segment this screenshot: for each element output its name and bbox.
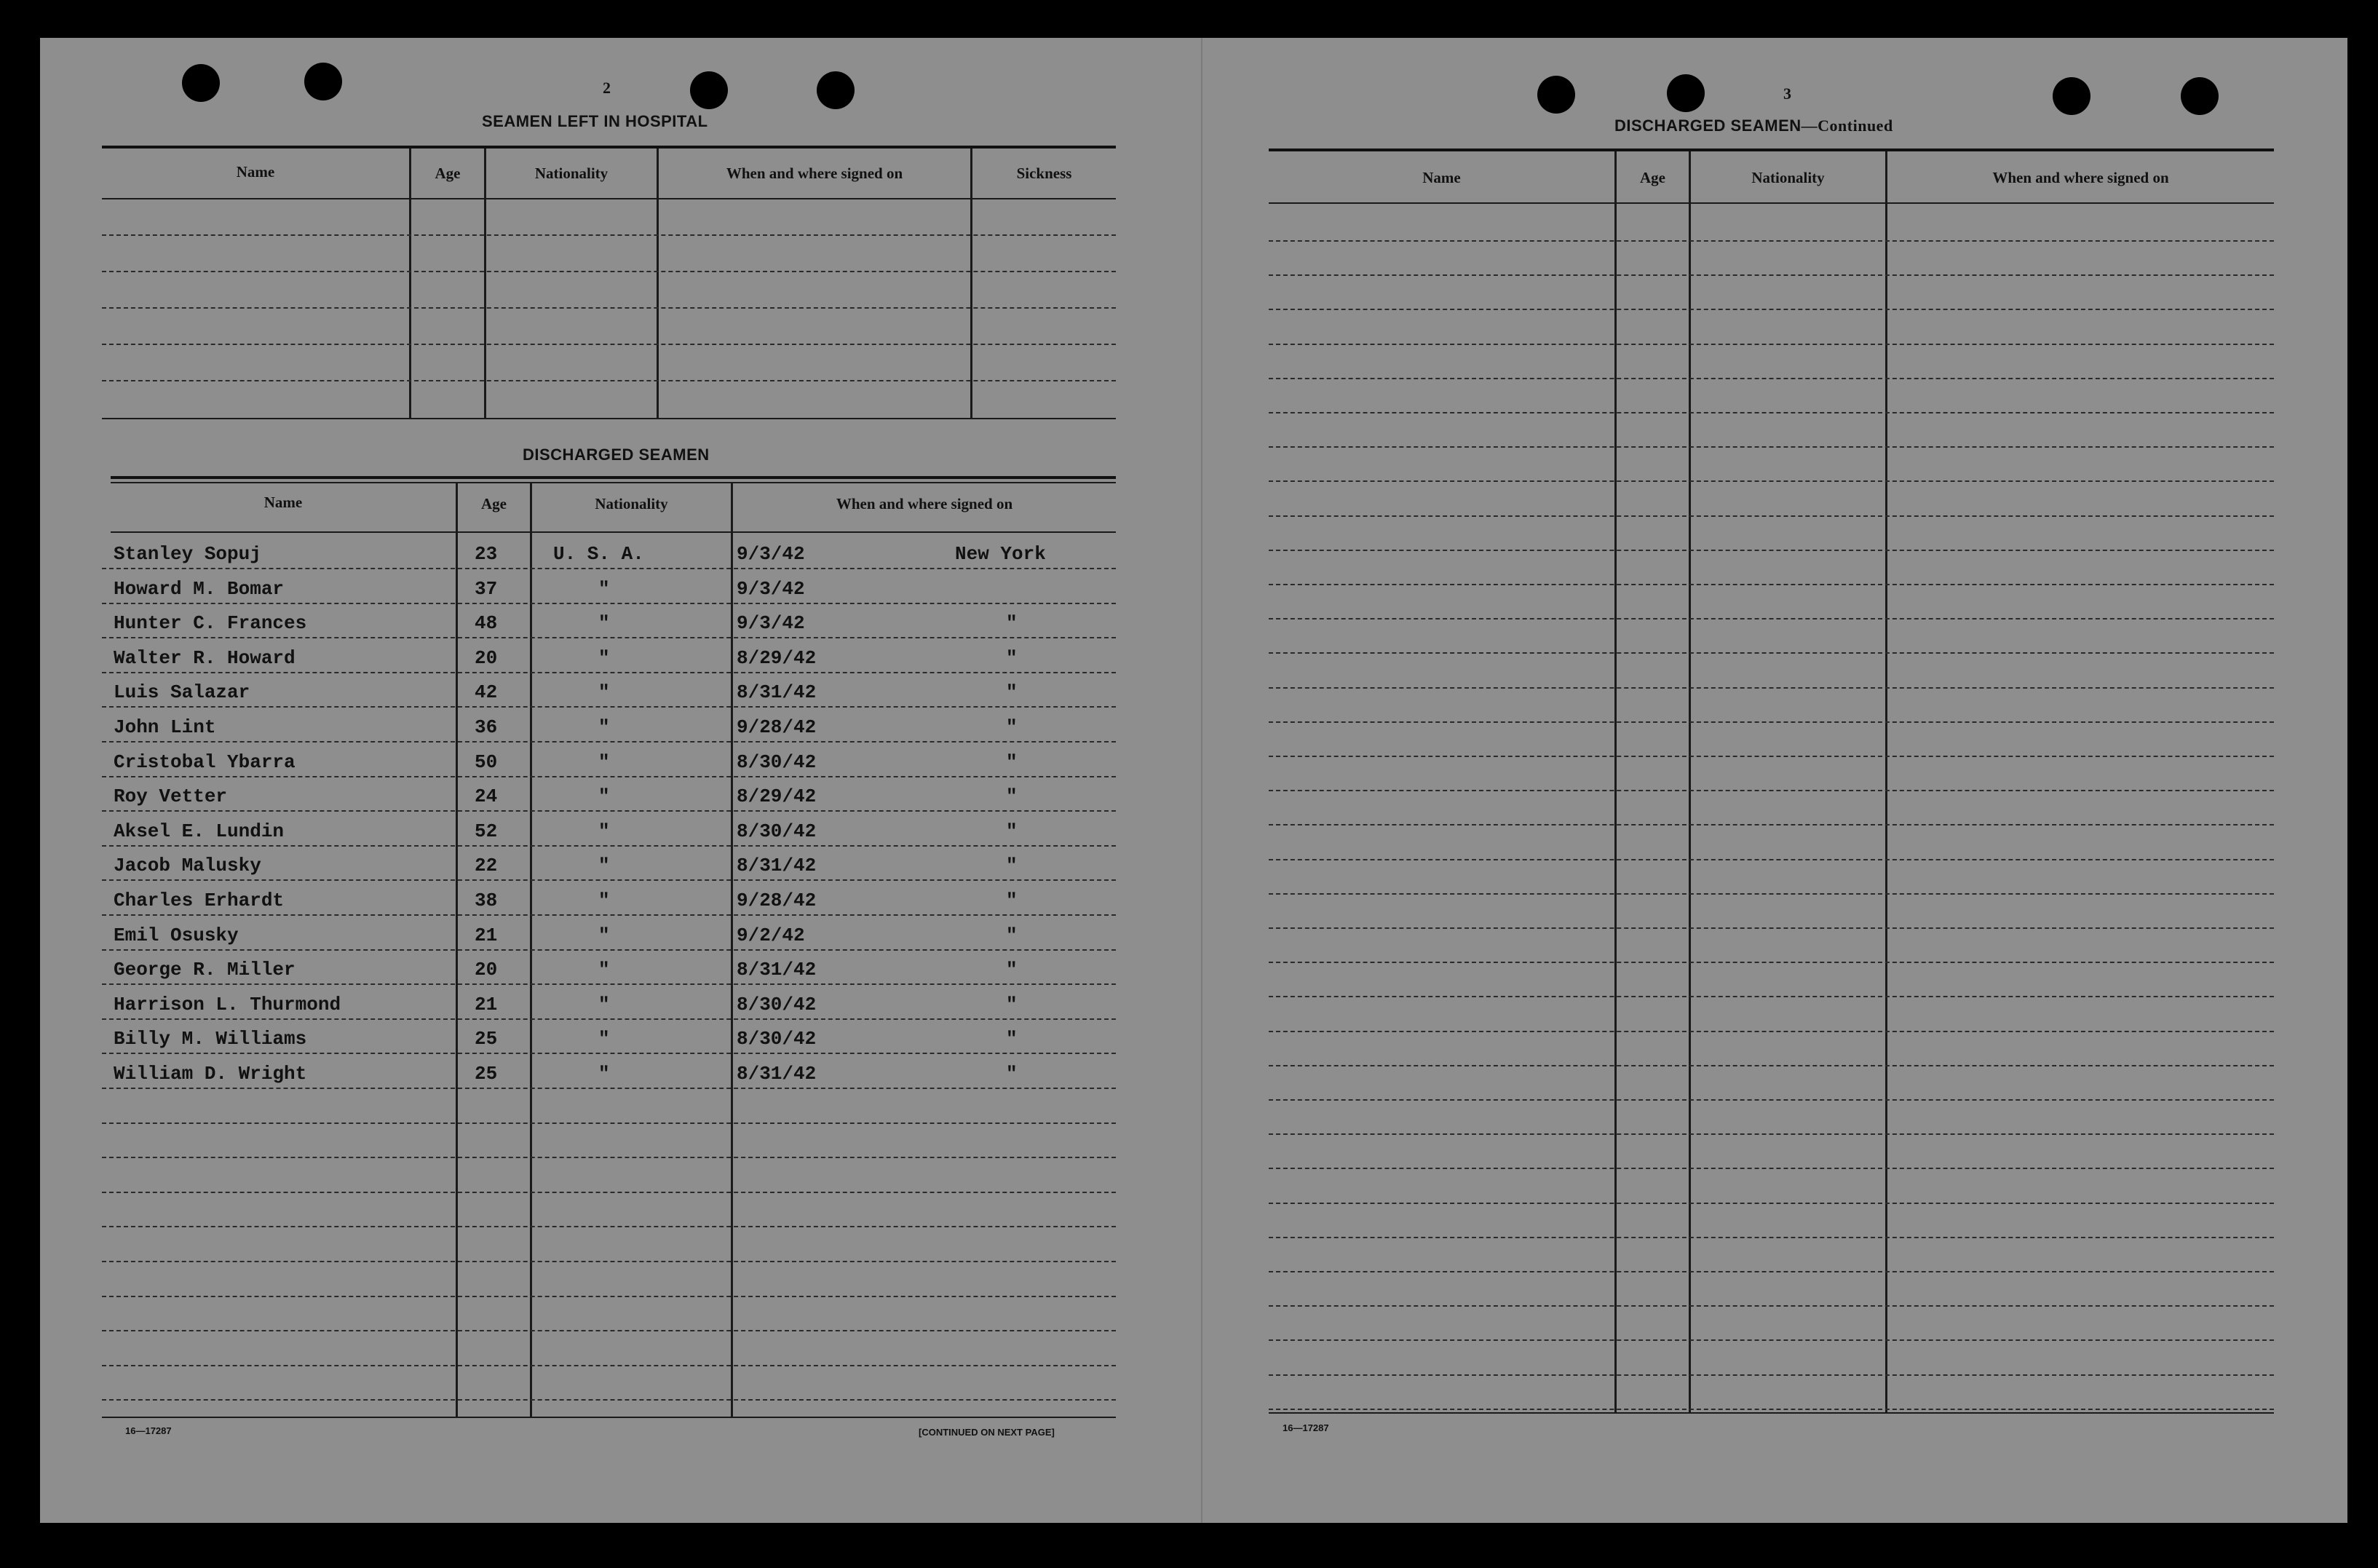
cell-nationality: " [598, 924, 610, 946]
cell-place: " [1006, 924, 1018, 946]
cell-date: 9/28/42 [737, 890, 817, 911]
cell-place: " [1006, 716, 1018, 738]
section-title-main: DISCHARGED SEAMEN [1614, 116, 1802, 135]
col-header-signed-on: When and where signed on [1992, 169, 2169, 186]
cell-name: Stanley Sopuj [114, 543, 261, 565]
row-rule [1269, 1168, 2274, 1169]
column-divider [484, 149, 486, 418]
cell-age: 38 [475, 890, 498, 911]
punch-hole [304, 63, 342, 100]
cell-name: Luis Salazar [114, 681, 250, 704]
table-rule [102, 146, 1116, 149]
column-divider [530, 483, 532, 1418]
row-rule [1269, 550, 2274, 551]
cell-date: 9/2/42 [737, 924, 805, 946]
cell-name: Aksel E. Lundin [114, 820, 285, 842]
row-rule [102, 1296, 1116, 1297]
punch-hole [2181, 77, 2219, 115]
row-rule [1269, 446, 2274, 448]
cell-age: 20 [475, 959, 498, 981]
row-rule [102, 637, 1116, 638]
cell-date: 8/31/42 [737, 959, 817, 981]
cell-date: 8/31/42 [737, 855, 817, 877]
table-rule [102, 198, 1116, 199]
cell-name: Jacob Malusky [114, 855, 261, 877]
cell-date: 8/30/42 [737, 820, 817, 842]
row-rule [102, 949, 1116, 951]
cell-date: 8/31/42 [737, 681, 817, 704]
column-divider [409, 149, 411, 418]
row-rule [102, 568, 1116, 569]
cell-place: " [1006, 890, 1018, 911]
row-rule [1269, 1065, 2274, 1066]
cell-age: 36 [475, 716, 498, 738]
row-rule [1269, 962, 2274, 963]
punch-hole [1667, 74, 1705, 112]
cell-place: " [1006, 959, 1018, 981]
column-divider [1689, 151, 1691, 1412]
punch-hole [2053, 77, 2090, 115]
page-number: 2 [603, 79, 611, 97]
row-rule [1269, 1203, 2274, 1204]
row-rule [102, 672, 1116, 673]
row-rule [1269, 859, 2274, 860]
row-rule [102, 1018, 1116, 1020]
col-header-sickness: Sickness [1016, 165, 1072, 182]
row-rule [1269, 1374, 2274, 1376]
cell-age: 52 [475, 820, 498, 842]
row-rule [102, 810, 1116, 812]
cell-age: 48 [475, 612, 498, 635]
document-sheet [40, 38, 2347, 1523]
cell-name: Walter R. Howard [114, 646, 296, 669]
col-header-age: Age [1640, 169, 1665, 186]
col-header-age: Age [481, 495, 507, 512]
cell-nationality: " [598, 751, 610, 773]
punch-hole [690, 71, 728, 109]
cell-date: 8/30/42 [737, 1028, 817, 1050]
col-header-nationality: Nationality [595, 495, 668, 512]
cell-place: " [1006, 785, 1018, 808]
continued-note: [CONTINUED ON NEXT PAGE] [919, 1427, 1055, 1438]
row-rule [102, 1365, 1116, 1366]
row-rule [102, 1261, 1116, 1262]
cell-nationality: " [598, 612, 610, 635]
form-number: 16—17287 [1283, 1422, 1329, 1433]
page-number: 3 [1783, 84, 1791, 103]
row-rule [102, 776, 1116, 777]
cell-place: " [1006, 751, 1018, 773]
row-rule [1269, 480, 2274, 482]
cell-place: " [1006, 820, 1018, 842]
cell-date: 8/30/42 [737, 751, 817, 773]
row-rule [1269, 1271, 2274, 1272]
row-rule [1269, 274, 2274, 276]
cell-place: " [1006, 993, 1018, 1015]
row-rule [1269, 240, 2274, 242]
table-rule [111, 482, 1116, 483]
hospital-section-title: SEAMEN LEFT IN HOSPITAL [482, 112, 708, 130]
row-rule [1269, 1409, 2274, 1410]
cell-nationality: " [598, 959, 610, 981]
form-number: 16—17287 [125, 1425, 172, 1436]
cell-nationality: " [598, 890, 610, 911]
row-rule [102, 741, 1116, 743]
cell-name: Cristobal Ybarra [114, 751, 296, 773]
cell-nationality: " [598, 646, 610, 669]
col-header-name: Name [236, 163, 275, 181]
cell-age: 20 [475, 646, 498, 669]
section-title-suffix: —Continued [1801, 116, 1893, 135]
cell-nationality: " [598, 681, 610, 704]
column-divider [456, 483, 458, 1418]
section-title [1614, 116, 1893, 135]
cell-name: Roy Vetter [114, 785, 228, 808]
cell-name: Howard M. Bomar [114, 577, 285, 600]
table-rule [102, 418, 1116, 419]
row-rule [102, 879, 1116, 881]
cell-age: 23 [475, 543, 498, 565]
table-rule [111, 531, 1116, 533]
discharged-section-title: DISCHARGED SEAMEN [523, 446, 710, 464]
row-rule [1269, 652, 2274, 654]
row-rule [102, 380, 1116, 381]
row-rule [102, 234, 1116, 236]
cell-age: 21 [475, 993, 498, 1015]
cell-age: 50 [475, 751, 498, 773]
cell-name: Hunter C. Frances [114, 612, 307, 635]
row-rule [1269, 1339, 2274, 1341]
row-rule [1269, 687, 2274, 689]
row-rule [1269, 996, 2274, 997]
row-rule [1269, 721, 2274, 723]
row-rule [1269, 584, 2274, 585]
cell-nationality: " [598, 785, 610, 808]
cell-date: 8/29/42 [737, 646, 817, 669]
cell-age: 24 [475, 785, 498, 808]
cell-date: 8/31/42 [737, 1063, 817, 1085]
cell-name: Billy M. Williams [114, 1028, 307, 1050]
col-header-name: Name [263, 494, 303, 511]
row-rule [1269, 1237, 2274, 1238]
cell-date: 9/3/42 [737, 543, 805, 565]
cell-place: " [1006, 1063, 1018, 1085]
cell-nationality: " [598, 577, 610, 600]
row-rule [1269, 927, 2274, 929]
row-rule [1269, 412, 2274, 413]
col-header-signed-on: When and where signed on [836, 495, 1013, 512]
row-rule [1269, 824, 2274, 825]
row-rule [1269, 1133, 2274, 1135]
row-rule [1269, 515, 2274, 517]
cell-name: Harrison L. Thurmond [114, 993, 341, 1015]
cell-name: Emil Osusky [114, 924, 239, 946]
cell-age: 37 [475, 577, 498, 600]
col-header-nationality: Nationality [534, 165, 609, 182]
cell-date: 8/29/42 [737, 785, 817, 808]
cell-name: Charles Erhardt [114, 890, 285, 911]
cell-age: 21 [475, 924, 498, 946]
row-rule [102, 271, 1116, 272]
row-rule [1269, 1305, 2274, 1307]
row-rule [102, 1330, 1116, 1331]
row-rule [1269, 756, 2274, 757]
col-header-name: Name [1422, 169, 1461, 186]
row-rule [1269, 1031, 2274, 1032]
row-rule [1269, 378, 2274, 379]
col-header-nationality: Nationality [1751, 169, 1825, 186]
table-rule [1269, 149, 2274, 151]
cell-age: 22 [475, 855, 498, 877]
cell-place: " [1006, 855, 1018, 877]
cell-place: New York [955, 543, 1046, 565]
cell-nationality: U. S. A. [553, 543, 644, 565]
cell-nationality: " [598, 716, 610, 738]
col-header-signed-on: When and where signed on [726, 165, 903, 182]
table-rule [1269, 202, 2274, 204]
cell-nationality: " [598, 993, 610, 1015]
row-rule [1269, 893, 2274, 895]
cell-place: " [1006, 1028, 1018, 1050]
row-rule [102, 706, 1116, 708]
cell-date: 8/30/42 [737, 993, 817, 1015]
column-divider [731, 483, 733, 1418]
cell-nationality: " [598, 855, 610, 877]
column-divider [1614, 151, 1617, 1412]
row-rule [1269, 344, 2274, 345]
row-rule [102, 603, 1116, 604]
row-rule [102, 1122, 1116, 1124]
cell-name: William D. Wright [114, 1063, 307, 1085]
table-rule [1269, 1412, 2274, 1414]
column-divider [657, 149, 659, 418]
table-rule [102, 1417, 1116, 1418]
row-rule [102, 983, 1116, 985]
cell-date: 9/3/42 [737, 612, 805, 635]
row-rule [102, 1226, 1116, 1227]
cell-age: 25 [475, 1063, 498, 1085]
cell-place: " [1006, 612, 1018, 635]
row-rule [102, 1399, 1116, 1401]
column-divider [1885, 151, 1887, 1412]
cell-name: George R. Miller [114, 959, 296, 981]
page-fold [1201, 38, 1202, 1523]
cell-nationality: " [598, 1028, 610, 1050]
cell-name: John Lint [114, 716, 216, 738]
row-rule [102, 1053, 1116, 1054]
table-rule [111, 476, 1116, 479]
punch-hole [817, 71, 855, 109]
punch-hole [1537, 76, 1575, 114]
row-rule [102, 914, 1116, 916]
cell-age: 25 [475, 1028, 498, 1050]
cell-nationality: " [598, 1063, 610, 1085]
row-rule [102, 845, 1116, 847]
cell-date: 9/28/42 [737, 716, 817, 738]
punch-hole [182, 64, 220, 102]
row-rule [102, 307, 1116, 309]
cell-age: 42 [475, 681, 498, 704]
row-rule [1269, 309, 2274, 310]
row-rule [1269, 790, 2274, 791]
row-rule [102, 1088, 1116, 1089]
column-divider [970, 149, 972, 418]
row-rule [102, 1192, 1116, 1193]
row-rule [102, 344, 1116, 345]
row-rule [102, 1157, 1116, 1158]
col-header-age: Age [435, 165, 461, 182]
cell-place: " [1006, 681, 1018, 704]
cell-date: 9/3/42 [737, 577, 805, 600]
cell-place: " [1006, 646, 1018, 669]
row-rule [1269, 1099, 2274, 1101]
row-rule [1269, 618, 2274, 619]
cell-nationality: " [598, 820, 610, 842]
